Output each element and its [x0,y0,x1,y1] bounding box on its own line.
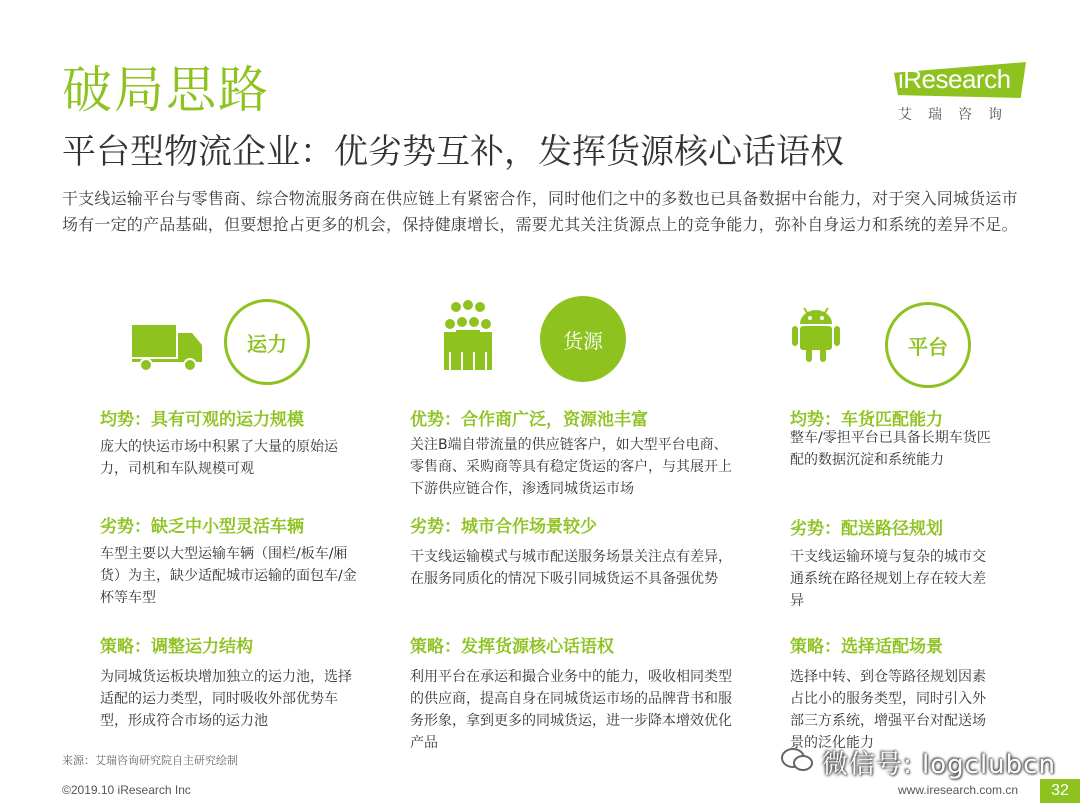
section-body: 为同城货运板块增加独立的运力池，选择适配的运力类型，同时吸收外部优势车型，形成符合市场的运力池 [100,669,352,729]
section-body: 关注B端自带流量的供应链客户，如大型平台电商、零售商、采购商等具有稳定货运的客户，与其展开上下游供应链合作，渗透同城货运市场 [410,437,732,497]
section-head: 劣势：城市合作场景较少 [410,517,597,537]
section-head: 劣势：配送路径规划 [790,519,943,539]
section-body: 干支线运输模式与城市配送服务场景关注点有差异，在服务同质化的情况下吸引同城货运不具备强优势 [410,549,732,587]
section-head: 策略：调整运力结构 [100,637,253,657]
copyright: ©2019.10 iResearch Inc [62,783,191,797]
badge-cargo: 货源 [540,296,626,382]
section-body: 利用平台在承运和撮合业务中的能力，吸收相同类型的供应商，提高自身在同城货运市场的品牌背书和服务形象，拿到更多的同城货运，进一步降本增效优化产品 [410,669,732,751]
page-subtitle: 平台型物流企业：优劣势互补，发挥货源核心话语权 [62,132,844,172]
website-link[interactable]: www.iresearch.com.cn [898,783,1019,797]
section-head: 优势：合作商广泛，资源池丰富 [410,410,648,430]
intro-paragraph: 干支线运输平台与零售商、综合物流服务商在供应链上有紧密合作，同时他们之中的多数也已具备数据中台能力，对于突入同城货运市场有一定的产品基础，但要想抢占更多的机会，保持健康增长，需要尤其关注货源点上的竞争能力，弥补自身运力和系统的差异不足。 [62,189,1018,234]
section-body: 选择中转、到仓等路径规划因素占比小的服务类型，同时引入外部三方系统，增强平台对配送场景的泛化能力 [790,669,986,751]
watermark-text: 微信号: logclubcn [822,750,1056,780]
page-title: 破局思路 [62,61,270,119]
badge-platform: 平台 [885,302,971,388]
section-head: 劣势：缺乏中小型灵活车辆 [100,517,304,537]
section-body: 车型主要以大型运输车辆（围栏/板车/厢货）为主，缺少适配城市运输的面包车/金杯等车型 [100,546,357,606]
logo-text: iResearch [898,64,1011,94]
section-body: 整车/零担平台已具备长期车货匹配的数据沉淀和系统能力 [790,430,991,468]
section-head: 均势：车货匹配能力 [790,410,943,430]
logo-cn: 艾瑞咨询 [898,107,1018,123]
badge-capacity: 运力 [224,299,310,385]
android-icon [792,306,840,362]
page-number: 32 [1040,779,1080,803]
source-note: 来源：艾瑞咨询研究院自主研究绘制 [62,754,238,767]
section-body: 庞大的快运市场中积累了大量的原始运力，司机和车队规模可观 [100,439,338,477]
truck-icon [132,323,204,371]
section-head: 策略：选择适配场景 [790,637,943,657]
iresearch-logo [890,62,1030,134]
people-icon [442,300,494,372]
section-head: 策略：发挥货源核心话语权 [410,637,614,657]
section-body: 干支线运输环境与复杂的城市交通系统在路径规划上存在较大差异 [790,549,986,609]
wechat-icon [780,746,814,774]
section-head: 均势：具有可观的运力规模 [100,410,304,430]
